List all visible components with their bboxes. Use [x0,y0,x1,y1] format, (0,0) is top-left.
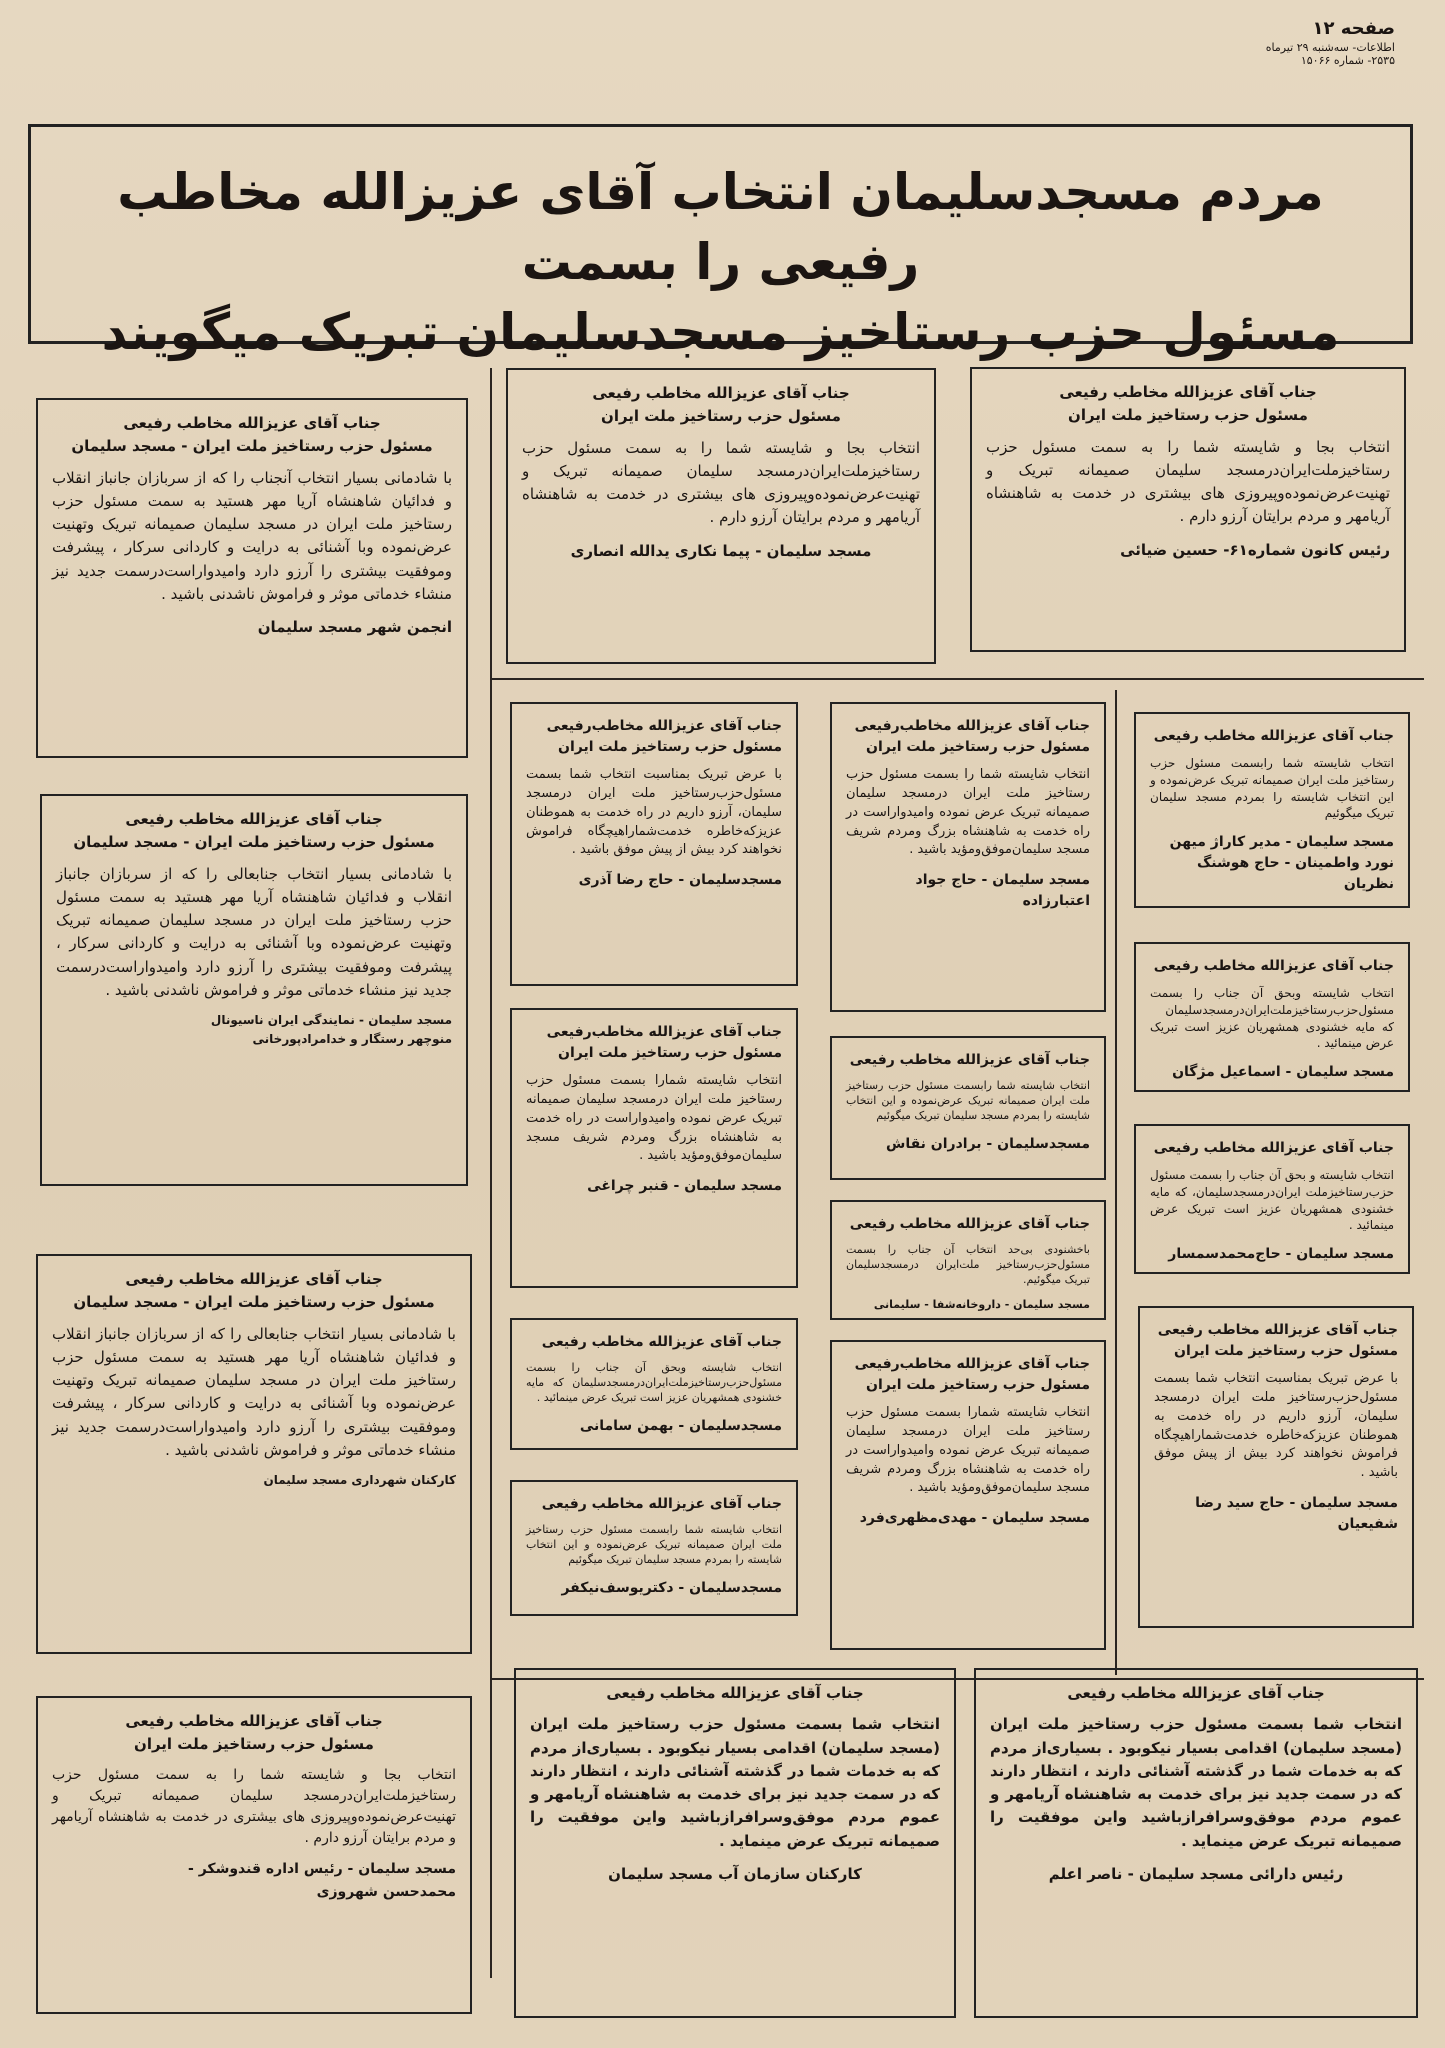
ad-subheading: مسئول حزب رستاخیز ملت ایران [558,1045,782,1061]
ad-body: با شادمانی بسیار انتخاب جنابعالی را که از سربازان جانباز انقلاب و فدائیان شاهنشاه آریا مهر هستید به سمت مسئول حزب رستاخیز ملت ایران در مسجد سلیمان صمیمانه تبریک وتهنیت عرض‌نموده وبا آشنائی به درایت و کاردانی سرکار ، پیشرفت وموفقیت بیشتری را آرزو دارد وامیدواراست‌درسمت جدید نیز منشاء خدماتی موثر و فراموش ناشدنی باشید . [56,864,452,999]
column-divider [1115,690,1117,1675]
congrats-ad [830,702,1106,1012]
ad-signature: مسجد سلیمان - حاج جواد اعتبارزاده [915,872,1090,910]
ad-signature: کارکنان سازمان آب مسجد سلیمان [608,1864,862,1883]
ad-subheading: مسئول حزب رستاخیز ملت ایران [134,1735,374,1754]
ad-heading: جناب آقای عزیزالله مخاطب رفیعی [606,1684,864,1702]
ad-body: انتخاب بجا و شایسته شما را به سمت مسئول حزب رستاخیزملت‌ایران‌درمسجد سلیمان صمیمانه تبریک و تهنیت‌عرض‌نموده‌وپیروزی های بیشتری در خدمت به شاهنشاه آریامهر و مردم برایتان آرزو دارم . [986,437,1390,526]
congrats-ad [514,1668,956,2018]
ad-body: انتخاب شما بسمت مسئول حزب رستاخیز ملت ایران (مسجد سلیمان) اقدامی بسیار نیکوبود . بسیاری‌از مردم که به خدمات شما در گذشته آشنائی دارند ، انتظار دارند که در سمت جدید نیز برای خدمت به شاهنشاه آریامهر و عموم مردم موفق‌وسرافرازباشید واین موفقیت را صمیمانه تبریک عرض مینماید . [990,1715,1402,1850]
page-folio [1135,18,1395,68]
congrats-ad [1134,942,1410,1092]
ad-subheading: مسئول حزب رستاخیز ملت ایران [1174,1343,1398,1359]
ad-heading: جناب آقای عزیزالله مخاطب‌رفیعی [546,718,782,734]
ad-signature: کارکنان شهرداری مسجد سلیمان [263,1473,456,1487]
ad-signature: مسجدسلیمان - برادران نقاش [886,1135,1090,1152]
ad-heading: جناب آقای عزیزالله مخاطب رفیعی [1153,728,1394,744]
ad-body: انتخاب شایسته وبحق آن جناب را بسمت مسئول‌حزب‌رستاخیز‌ملت‌ایران‌درمسجدسلیمان که مایه خشنودی همشهریان عزیز است تبریک عرض مینمائید . [1150,986,1394,1051]
ad-signature: مسجد سلیمان - قنبر چراغی [587,1178,782,1195]
ad-signature-line-2: محمدحسن شهروزی [316,1883,456,1900]
ad-signature: مسجد سلیمان - اسماعیل مژگان [1172,1064,1394,1081]
ad-heading: جناب آقای عزیزالله مخاطب رفیعی [1153,1140,1394,1156]
ad-subheading: مسئول حزب رستاخیز ملت ایران - مسجد سلیمان [71,437,433,456]
ad-signature: مسجد سلیمان - حاج سید رضا شفیعیان [1195,1495,1398,1533]
congrats-ad [1134,1124,1410,1274]
congrats-ad [830,1036,1106,1180]
ad-signature: مسجدسلیمان - دکتریوسف‌نیکفر [561,1579,782,1596]
ad-subheading: مسئول حزب رستاخیز ملت ایران [866,1377,1090,1393]
ad-heading: جناب آقای عزیزالله مخاطب‌رفیعی [546,1024,782,1040]
ad-heading: جناب آقای عزیزالله مخاطب رفیعی [125,1270,383,1288]
ad-subheading: مسئول حزب رستاخیز ملت ایران [866,739,1090,755]
headline-line-1: مردم مسجدسلیمان انتخاب آقای عزیزالله مخاطب رفیعی را بسمت [117,163,1324,291]
ad-signature: مسجد سلیمان - مدیر کاراژ میهن نورد واطمینان - حاج هوشنگ نظریان [1169,834,1394,893]
issue-date: اطلاعات- سه‌شنبه ۲۹ تیرماه [1265,40,1395,54]
ad-body: انتخاب شایسته شما رابسمت مسئول حزب رستاخیز ملت ایران صمیمانه تبریک عرض‌نموده و این انتخاب شایسته را بمردم مسجد سلیمان تبریک میگوئیم [526,1523,782,1566]
ad-signature: رئیس کانون شماره۶۱- حسین ضیائی [1120,540,1390,559]
ad-body: با عرض تبریک بمناسبت انتخاب شما بسمت مسئول‌حزب‌رستاخیز ملت ایران درمسجد سلیمان، آرزو داریم در راه خدمت به هموطنان عزیزکه‌خاطره خدمت‌شمارا‌هیچگاه فراموش نخواهند کرد بیش از پیش موفق باشید . [526,767,782,858]
ad-heading: جناب آقای عزیزالله مخاطب‌رفیعی [854,1356,1090,1372]
ad-signature: رئیس دارائی مسجد سلیمان - ناصر اعلم [1048,1864,1344,1883]
ad-signature: مسجد سلیمان - مهدی‌مظهری‌فرد [859,1510,1090,1527]
ad-body: با عرض تبریک بمناسبت انتخاب شما بسمت مسئول‌حزب‌رستاخیز ملت ایران درمسجد سلیمان، آرزو داریم در راه خدمت به هموطنان عزیزکه‌خاطره خدمت‌شمارا‌هیچگاه فراموش نخواهند کرد بیش از پیش موفق باشید . [1154,1371,1398,1481]
ad-heading: جناب آقای عزیزالله مخاطب رفیعی [849,1216,1090,1232]
ad-heading: جناب آقای عزیزالله مخاطب رفیعی [849,1052,1090,1068]
ad-signature: مسجد سلیمان - پیما نکاری یدالله انصاری [570,541,872,560]
ad-heading: جناب آقای عزیزالله مخاطب رفیعی [1157,1322,1398,1338]
ad-heading: جناب آقای عزیزالله مخاطب رفیعی [541,1334,782,1350]
congrats-ad [830,1340,1106,1650]
ad-body: انتخاب شایسته وبحق آن جناب را بسمت مسئول‌حزب‌رستاخیز‌ملت‌ایران‌درمسجدسلیمان که مایه خشنودی همشهریان عزیز است تبریک عرض مینمائید . [526,1361,782,1404]
congrats-ad [506,368,936,664]
ad-heading: جناب آقای عزیزالله مخاطب رفیعی [1067,1684,1325,1702]
ad-subheading: مسئول حزب رستاخیز ملت ایران [601,407,841,426]
ad-heading: جناب آقای عزیزالله مخاطب رفیعی [592,384,850,402]
congrats-ad [970,367,1406,652]
congrats-ad [974,1668,1418,2018]
ad-subheading: مسئول حزب رستاخیز ملت ایران - مسجد سلیمان [73,1293,435,1312]
headline-line-2: مسئول حزب رستاخیز مسجدسلیمان تبریک میگویند [101,303,1340,361]
ad-signature: مسجد سلیمان - رئیس اداره قندوشکر - [188,1860,456,1877]
congrats-ad [1134,712,1410,908]
ad-signature-line-2: منوچهر رستگار و خدامرادپورخانی [252,1031,452,1046]
ad-heading: جناب آقای عزیزالله مخاطب رفیعی [125,810,383,828]
headline-box [28,124,1413,361]
ad-heading: جناب آقای عزیزالله مخاطب رفیعی [1059,383,1317,401]
ad-signature: مسجد سلیمان - نمایندگی ایران ناسیونال [210,1013,452,1027]
congrats-ad [1138,1306,1414,1628]
ad-body: انتخاب شایسته شما رابسمت مسئول حزب رستاخیز ملت ایران صمیمانه تبریک عرض‌نموده و این انتخاب شایسته را بمردم مسجد سلیمان تبریک میگوئیم [846,1079,1090,1122]
ad-body: انتخاب شایسته شما را بسمت مسئول حزب رستاخیز ملت ایران درمسجد سلیمان صمیمانه تبریک عرض نموده وامیدواراست در راه خدمت به شاهنشاه بزرگ ومردم شریف مسجد سلیمان‌موفق‌ومؤید باشید . [846,767,1090,858]
ad-body: انتخاب بجا و شایسته شما را به سمت مسئول حزب رستاخیزملت‌ایران‌درمسجد سلیمان صمیمانه تبریک و تهنیت‌عرض‌نموده‌وپیروزی های بیشتری در خدمت به شاهنشاه آریامهر و مردم برایتان آرزو دارم . [522,438,920,527]
ad-heading: جناب آقای عزیزالله مخاطب رفیعی [541,1496,782,1512]
ad-signature: مسجدسلیمان - بهمن سامانی [579,1417,782,1434]
ad-body: باخشنودی بی‌حد انتخاب آن جناب را بسمت مسئول‌حزب‌رستاخیز ملت‌ایران درمسجدسلیمان تبریک میگوئیم. [846,1243,1090,1286]
congrats-ad [510,1318,798,1450]
ad-heading: جناب آقای عزیزالله مخاطب رفیعی [1153,958,1394,974]
congrats-ad [36,1254,472,1654]
ad-signature: مسجد سلیمان - حاج‌محمدسمسار [1168,1246,1394,1263]
ad-body: انتخاب شما بسمت مسئول حزب رستاخیز ملت ایران (مسجد سلیمان) اقدامی بسیار نیکوبود . بسیاری‌از مردم که به خدمات شما در گذشته آشنائی دارند ، انتظار دارند که در سمت جدید نیز برای خدمت به شاهنشاه آریامهر و عموم مردم موفق‌وسرافرازباشید واین موفقیت را صمیمانه تبریک عرض مینماید . [530,1715,940,1850]
ad-signature: مسجدسلیمان - حاج رضا آذری [578,872,782,889]
congrats-ad [510,1480,798,1616]
congrats-ad [830,1200,1106,1320]
ad-heading: جناب آقای عزیزالله مخاطب رفیعی [123,414,381,432]
congrats-ad [36,398,468,758]
ad-signature: انجمن شهر مسجد سلیمان [257,618,452,636]
congrats-ad [36,1696,472,2014]
ad-body: انتخاب شایسته شمارا بسمت مسئول حزب رستاخیز ملت ایران درمسجد سلیمان صمیمانه تبریک عرض نموده وامیدواراست در راه خدمت به شاهنشاه بزرگ ومردم شریف مسجد سلیمان‌موفق‌ومؤید باشید . [846,1405,1090,1496]
column-divider [490,368,492,1978]
congrats-ad [510,702,798,986]
ad-body: با شادمانی بسیار انتخاب آنجناب را که از سربازان جانباز انقلاب و فدائیان شاهنشاه آریا مهر هستید به سمت مسئول حزب رستاخیز ملت ایران در مسجد سلیمان صمیمانه تبریک وتهنیت عرض‌نموده وبا آشنائی به درایت و کاردانی سرکار ، پیشرفت وموفقیت بیشتری را آرزو دارد وامیدواراست‌درسمت جدید نیز منشاء خدماتی موثر و فراموش ناشدنی باشید . [52,468,452,603]
page-number: صفحه ۱۲ [1312,18,1395,39]
ad-signature: مسجد سلیمان - داروخانه‌شفا - سلیمانی [873,1297,1090,1311]
ad-body: انتخاب بجا و شایسته شما را به سمت مسئول حزب رستاخیزملت‌ایران‌درمسجد سلیمان صمیمانه تبریک و تهنیت‌عرض‌نموده‌وپیروزی های بیشتری در خدمت به شاهنشاه آریامهر و مردم برایتان آرزو دارم . [52,1766,456,1846]
ad-body: انتخاب شایسته و بحق آن جناب را بسمت مسئول حزب‌رستاخیزملت ایران‌درمسجدسلیمان، که مایه خشنودی همشهریان عزیز است تبریک عرض مینمائید . [1150,1168,1394,1233]
ad-subheading: مسئول حزب رستاخیز ملت ایران [558,739,782,755]
ad-body: با شادمانی بسیار انتخاب جنابعالی را که از سربازان جانباز انقلاب و فدائیان شاهنشاه آریا مهر هستید به سمت مسئول حزب رستاخیز ملت ایران در مسجد سلیمان صمیمانه تبریک وتهنیت عرض‌نموده وبا آشنائی به درایت و کاردانی سرکار ، پیشرفت وموفقیت بیشتری را آرزو دارد وامیدواراست‌درسمت جدید نیز منشاء خدماتی موثر و فراموش ناشدنی باشید . [52,1324,456,1459]
issue-number: ۲۵۳۵- شماره ۱۵۰۶۶ [1300,54,1395,68]
congrats-ad [510,1008,798,1288]
ad-heading: جناب آقای عزیزالله مخاطب رفیعی [125,1712,383,1730]
ad-body: انتخاب شایسته شمارا بسمت مسئول حزب رستاخیز ملت ایران درمسجد سلیمان صمیمانه تبریک عرض نموده وامیدواراست در راه خدمت به شاهنشاه بزرگ ومردم شریف مسجد سلیمان‌موفق‌ومؤید باشید . [526,1073,782,1164]
ad-body: انتخاب شایسته شما رابسمت مسئول حزب رستاخیز ملت ایران صمیمانه تبریک عرض‌نموده و این انتخاب شایسته را بمردم مسجد سلیمان تبریک میگوئیم [1150,756,1394,821]
row-divider [492,678,1424,680]
ad-heading: جناب آقای عزیزالله مخاطب‌رفیعی [854,718,1090,734]
congrats-ad [40,794,468,1186]
ad-subheading: مسئول حزب رستاخیز ملت ایران - مسجد سلیمان [73,833,435,852]
ad-subheading: مسئول حزب رستاخیز ملت ایران [1068,406,1308,425]
